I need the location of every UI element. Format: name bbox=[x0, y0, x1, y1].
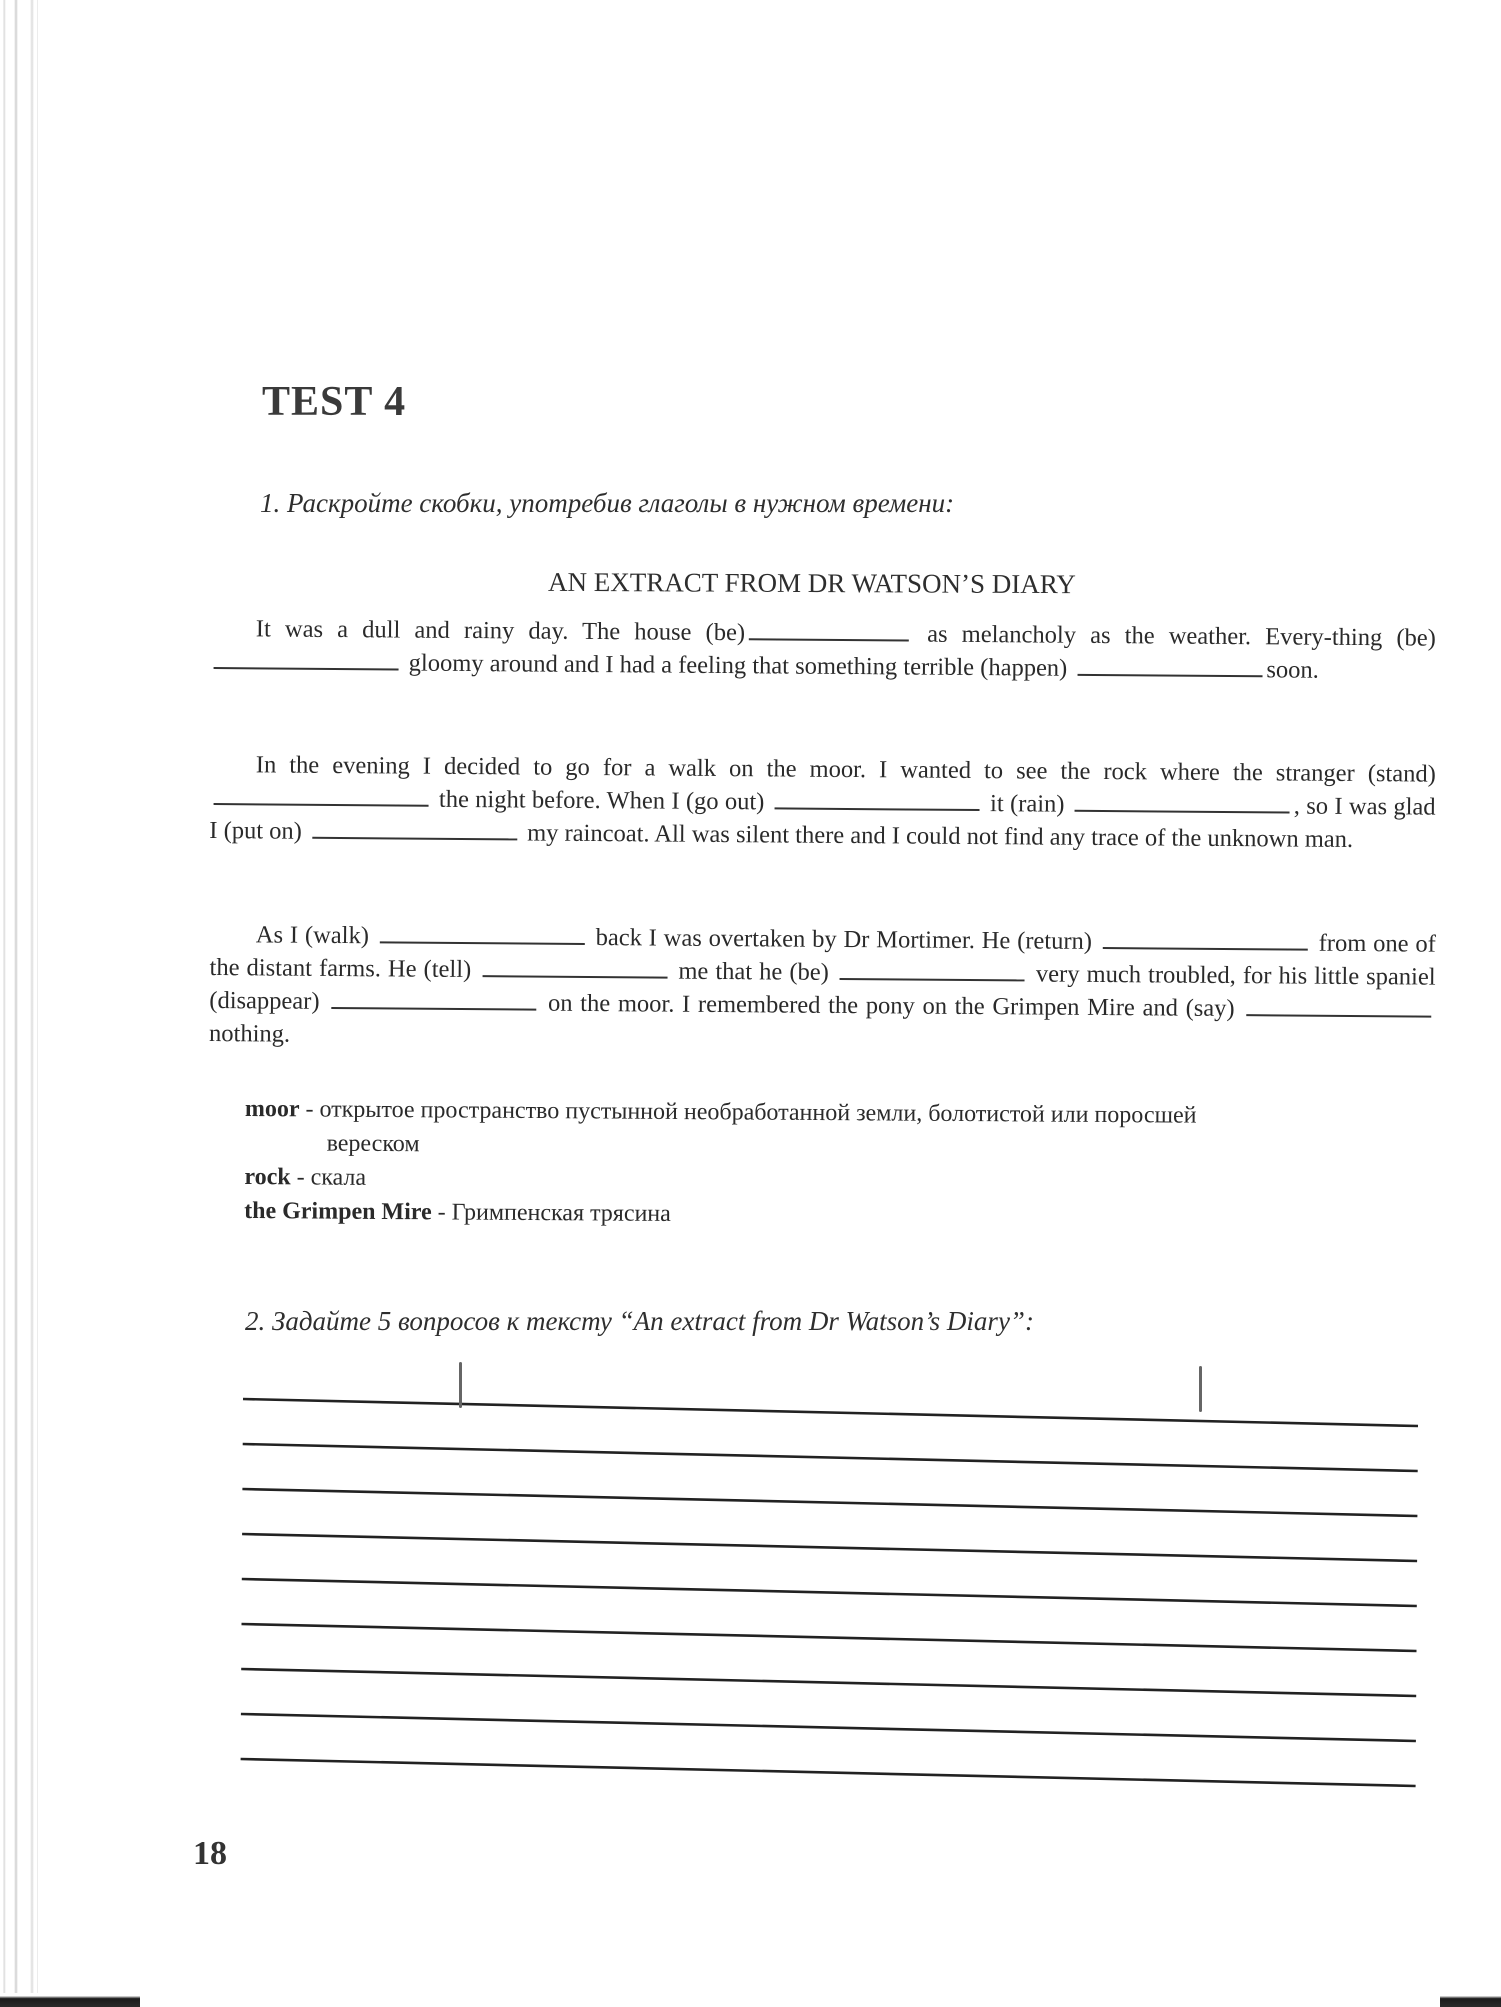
task-1-instruction: 1. Раскройте скобки, употребив глаголы в нужном времени: bbox=[260, 488, 955, 518]
answer-line[interactable] bbox=[242, 1534, 1417, 1561]
text-segment: nothing. bbox=[208, 1019, 291, 1048]
text-segment: back I was overtaken by Dr Mortimer. He (return) bbox=[595, 924, 1093, 955]
fill-blank-disappear[interactable] bbox=[331, 985, 536, 1011]
answer-line[interactable] bbox=[242, 1624, 1417, 1651]
fill-blank-be-1[interactable] bbox=[749, 616, 909, 641]
glossary-term: the Grimpen Mire bbox=[244, 1197, 432, 1226]
paragraph-2 bbox=[209, 748, 1436, 857]
text-segment: very much troubled, for his little spaniel (disappear) bbox=[209, 960, 1436, 1015]
glossary-item bbox=[244, 1194, 1434, 1236]
paragraph-3 bbox=[209, 918, 1436, 1060]
text-segment: gloomy around and I had a feeling that something terrible (happen) bbox=[408, 649, 1068, 682]
answer-line[interactable] bbox=[242, 1489, 1417, 1516]
fill-blank-stand[interactable] bbox=[214, 781, 429, 807]
glossary-definition-continuation: вереском bbox=[326, 1130, 420, 1158]
text-segment: It was a dull and rainy day. The house (be) bbox=[255, 615, 746, 647]
page-bottom-edge-gap bbox=[140, 1993, 1440, 2007]
page-number: 18 bbox=[193, 1835, 227, 1872]
glossary-definition: - Гримпенская трясина bbox=[437, 1199, 671, 1227]
glossary-definition: - открытое пространство пустынной необработанной земли, болотистой или поросшей bbox=[305, 1096, 1197, 1129]
glossary bbox=[244, 1092, 1435, 1236]
paragraph-1 bbox=[209, 612, 1435, 688]
fill-blank-put-on[interactable] bbox=[312, 815, 517, 841]
text-segment: me that he (be) bbox=[678, 957, 829, 986]
glossary-term: rock bbox=[244, 1163, 291, 1191]
glossary-term: moor bbox=[244, 1095, 300, 1123]
text-segment: it (rain) bbox=[989, 790, 1065, 818]
fill-blank-happen[interactable] bbox=[1077, 652, 1262, 677]
fill-blank-say[interactable] bbox=[1246, 992, 1431, 1017]
fill-blank-tell[interactable] bbox=[482, 953, 667, 978]
text-segment: As I (walk) bbox=[255, 921, 370, 950]
answer-line[interactable] bbox=[243, 1444, 1418, 1471]
fill-blank-go-out[interactable] bbox=[775, 785, 980, 811]
text-segment: as melancholy as the weather. Every-thing (be) bbox=[927, 620, 1436, 652]
text-segment: my raincoat. All was silent there and I could not find any trace of the unknown man. bbox=[527, 819, 1354, 853]
text-segment: soon. bbox=[1266, 656, 1319, 684]
page-title: TEST 4 bbox=[262, 379, 407, 426]
text-segment: the night before. When I (go out) bbox=[438, 785, 765, 816]
fill-blank-walk[interactable] bbox=[380, 919, 585, 945]
answer-line[interactable] bbox=[241, 1669, 1416, 1696]
fill-blank-be-3[interactable] bbox=[840, 956, 1025, 981]
text-segment: , so I was glad I (put on) bbox=[209, 792, 1436, 845]
text-title: AN EXTRACT FROM DR WATSON’S DIARY bbox=[547, 566, 1076, 600]
fill-blank-return[interactable] bbox=[1103, 925, 1308, 951]
staple-mark bbox=[1199, 1366, 1202, 1412]
task-2-instruction: 2. Задайте 5 вопросов к тексту “An extract from Dr Watson’s Diary”: bbox=[245, 1306, 1034, 1336]
text-segment: In the evening I decided to go for a walk on the moor. I wanted to see the rock where the stranger (stand) bbox=[255, 751, 1436, 788]
text-segment: on the moor. I remembered the pony on the Grimpen Mire and (say) bbox=[547, 989, 1235, 1023]
answer-line[interactable] bbox=[242, 1579, 1417, 1606]
book-binding-edge bbox=[0, 0, 38, 1995]
fill-blank-be-2[interactable] bbox=[214, 645, 399, 670]
glossary-definition: - скала bbox=[296, 1164, 367, 1191]
fill-blank-rain[interactable] bbox=[1075, 788, 1290, 814]
answer-line[interactable] bbox=[241, 1759, 1416, 1786]
staple-mark bbox=[459, 1362, 462, 1408]
answer-line[interactable] bbox=[241, 1714, 1416, 1741]
answer-line[interactable] bbox=[243, 1399, 1418, 1426]
glossary-item bbox=[245, 1092, 1435, 1168]
text-segment: from one of the distant farms. He (tell) bbox=[209, 929, 1436, 984]
